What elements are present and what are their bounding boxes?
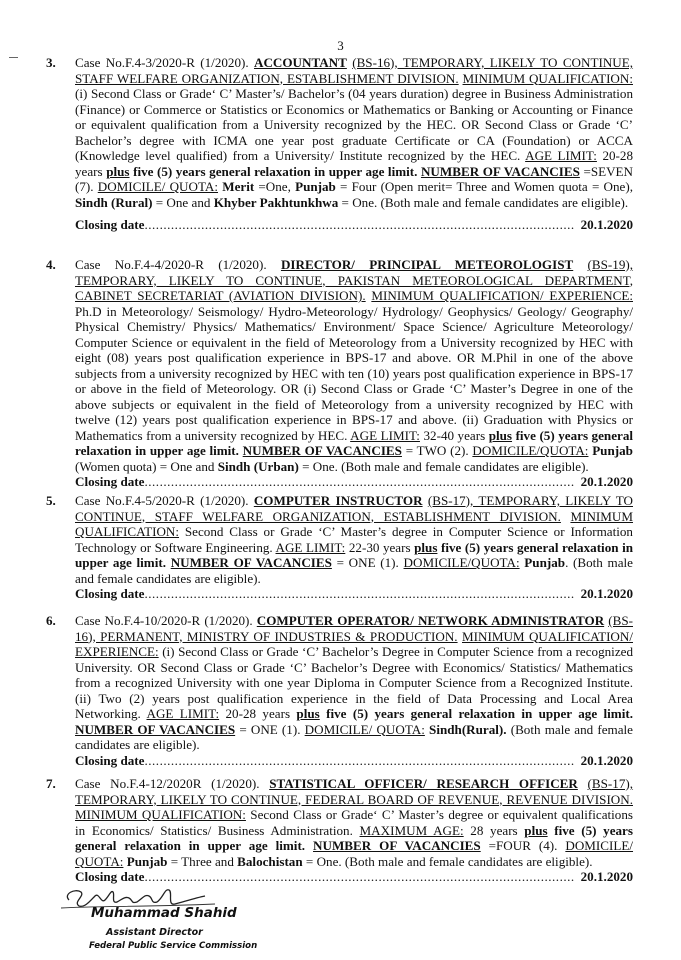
- qualification-text: Second Class or Grade ‘C’ Master’s degree in Computer Science or Information Technology or Software Engineering.: [75, 524, 633, 555]
- quota-text: = Four (Open merit= Three and Women quota = One),: [335, 179, 633, 194]
- age-limit-label: MAXIMUM AGE:: [359, 822, 464, 838]
- case-entry: [75, 257, 633, 490]
- case-number: 7.: [46, 776, 56, 791]
- closing-date-row: [75, 217, 633, 233]
- domicile-quota-label: DOMICILE/ QUOTA:: [97, 179, 219, 194]
- case-entry: [75, 55, 633, 233]
- leader-dots: [144, 586, 574, 602]
- age-limit-value: 22-30 years: [348, 539, 411, 555]
- case-reference: Case No.F.4-12/2020R (1/2020).: [75, 776, 260, 791]
- case-entry: [75, 613, 633, 768]
- qualification-text: Ph.D in Meteorology/ Seismology/ Hydro-Meteorology/ Hydrology/ Geophysics/ Geology/ Geography/ Physical Chemistry/ Physics/ Mathematics/ Environment/ Space Science/ Agriculture Meteorology/ Computer Science or equivalent in the field of Meteorology from a University recognized by HEC with eight (08) years post qualification experience in BPS-17 and above. OR M.Phil in one of the above subjects from a university recognized by HEC with ten (10) years post qualification experience in BPS-17 or above in the field of Meteorology. OR (i) Second Class or Grade ‘C’ Master’s Degree in one of the above subjects or equivalent in the field of Meteorology from a university recognized by HEC with twelve (12) years post qualification experience in BPS-17 and above. (ii) Graduation with Physics or Mathematics from a university recognized by HEC.: [75, 303, 633, 443]
- closing-date-label: Closing date: [75, 217, 145, 232]
- quota-region: Punjab: [295, 179, 336, 194]
- post-details: (BS-16), PERMANENT, MINISTRY OF INDUSTRIES & PRODUCTION.: [75, 613, 633, 644]
- quota-region: Sindh(Rural).: [429, 721, 507, 737]
- case-reference: Case No.F.4-3/2020-R (1/2020).: [75, 55, 249, 70]
- case-number: 6.: [46, 613, 56, 628]
- case-number: 3.: [46, 55, 56, 70]
- age-limit-label: AGE LIMIT:: [525, 148, 597, 163]
- post-title: STATISTICAL OFFICER/ RESEARCH OFFICER: [269, 776, 578, 791]
- closing-date-row: [75, 753, 633, 769]
- age-limit-label: AGE LIMIT:: [275, 539, 346, 555]
- vacancies-label: NUMBER OF VACANCIES: [75, 721, 236, 737]
- closing-date-value: 20.1.2020: [580, 586, 633, 601]
- quota-region: Balochistan: [237, 853, 303, 869]
- quota-region: Sindh (Rural): [75, 194, 153, 210]
- case-body: [75, 776, 633, 869]
- case-body: [75, 257, 633, 474]
- vacancies-value: = TWO (2).: [405, 443, 469, 458]
- case-number: 5.: [46, 493, 56, 508]
- vacancies-value: = ONE (1).: [336, 555, 399, 570]
- relaxation-text: five (5) years general relaxation in upper age limit.: [75, 822, 633, 853]
- age-limit-value: 28 years: [470, 822, 518, 838]
- age-limit-value: 20-28 years: [75, 148, 633, 179]
- domicile-quota-label: DOMICILE/QUOTA:: [403, 555, 520, 570]
- vacancies-value: =SEVEN (7).: [75, 163, 634, 194]
- signer-name: Muhammad Shahid: [91, 905, 237, 921]
- quota-text: =One,: [254, 179, 296, 194]
- vacancies-value: = ONE (1).: [239, 721, 301, 737]
- signer-organization: Federal Public Service Commission: [89, 941, 258, 951]
- quota-region: Punjab: [592, 443, 633, 458]
- closing-date-value: 20.1.2020: [580, 474, 633, 489]
- case-body: [75, 493, 633, 586]
- signer-title: Assistant Director: [106, 927, 203, 938]
- quota-text: (Women quota) = One and: [75, 458, 218, 474]
- closing-date-label: Closing date: [75, 586, 145, 601]
- domicile-quota-label: DOMICILE/QUOTA:: [472, 443, 589, 458]
- quota-text: (Both male and female candidates are eligible).: [75, 721, 633, 752]
- case-body: [75, 613, 633, 753]
- age-limit-value: 32-40 years: [423, 427, 486, 443]
- case-body: [75, 55, 633, 210]
- quota-text: = One. (Both male and female candidates are eligible).: [302, 853, 593, 869]
- relaxation-plus: plus: [488, 427, 513, 443]
- qualification-label: MINIMUM QUALIFICATION/ EXPERIENCE:: [371, 288, 633, 303]
- case-entry: [75, 493, 633, 602]
- post-title: DIRECTOR/ PRINCIPAL METEOROLOGIST: [280, 257, 574, 272]
- post-details: (BS-19), TEMPORARY, LIKELY TO CONTINUE, PAKISTAN METEOROLOGICAL DEPARTMENT, CABINET SECRETARIAT (AVIATION DIVISION).: [75, 257, 634, 303]
- case-reference: Case No.F.4-5/2020-R (1/2020).: [75, 493, 249, 508]
- domicile-quota-label: DOMICILE/ QUOTA:: [75, 838, 634, 869]
- relaxation-text: five (5) years general relaxation in upper age limit.: [133, 163, 418, 179]
- closing-date-row: [75, 474, 633, 490]
- qualification-label: MINIMUM QUALIFICATION:: [462, 70, 633, 86]
- relaxation-text: five (5) years general relaxation in upper age limit.: [75, 427, 634, 458]
- quota-text: = One. (Both male and female candidates are eligible).: [298, 458, 589, 474]
- case-reference: Case No.F.4-4/2020-R (1/2020).: [75, 257, 267, 272]
- qualification-text: (i) Second Class or Grade ‘C’ Bachelor’s Degree in Computer Science from a recognized University. OR Second Class or Grade ‘C’ Bachelor’s Degree with Economics/ Statistics/ Mathematics from a recognized University with one year Diploma in Computer Science from a Recognized Institute. (ii) Two (2) years post qualification experience in the field of Data Processing and Local Area Networking.: [75, 644, 633, 721]
- relaxation-text: five (5) years general relaxation in upper age limit.: [326, 706, 633, 721]
- leader-dots: [144, 753, 574, 769]
- domicile-quota-label: DOMICILE/ QUOTA:: [304, 721, 425, 737]
- closing-date-value: 20.1.2020: [580, 869, 633, 884]
- closing-date-value: 20.1.2020: [580, 752, 633, 768]
- quota-text: = One. (Both male and female candidates are eligible).: [338, 194, 629, 210]
- quota-region: Sindh (Urban): [217, 458, 299, 474]
- relaxation-plus: plus: [414, 539, 438, 555]
- leader-dots: [144, 474, 574, 490]
- closing-date-label: Closing date: [75, 869, 145, 884]
- age-limit-label: AGE LIMIT:: [350, 427, 420, 443]
- vacancies-value: =FOUR (4).: [488, 838, 558, 853]
- post-title: COMPUTER OPERATOR/ NETWORK ADMINISTRATOR: [256, 613, 605, 628]
- vacancies-label: NUMBER OF VACANCIES: [242, 443, 402, 458]
- age-limit-value: 20-28 years: [225, 706, 291, 721]
- qualification-label: MINIMUM QUALIFICATION:: [75, 508, 633, 539]
- qualification-label: MINIMUM QUALIFICATION:: [75, 807, 246, 822]
- relaxation-text: five (5) years general relaxation in upper age limit.: [75, 539, 633, 570]
- closing-date-value: 20.1.2020: [580, 217, 633, 232]
- case-entry: [75, 776, 633, 885]
- quota-region: Punjab: [524, 555, 566, 570]
- closing-date-label: Closing date: [75, 752, 145, 768]
- relaxation-plus: plus: [106, 163, 130, 179]
- relaxation-plus: plus: [524, 822, 548, 838]
- leader-dots: [144, 217, 574, 233]
- case-number: 4.: [46, 257, 56, 272]
- vacancies-label: NUMBER OF VACANCIES: [313, 838, 481, 853]
- closing-date-label: Closing date: [75, 474, 145, 489]
- vacancies-label: NUMBER OF VACANCIES: [420, 163, 580, 179]
- closing-date-row: [75, 586, 633, 602]
- age-limit-label: AGE LIMIT:: [146, 706, 220, 721]
- post-title: COMPUTER INSTRUCTOR: [253, 493, 423, 508]
- page-number: 3: [337, 38, 344, 53]
- margin-mark: [9, 57, 18, 58]
- quota-text: . (Both male and female candidates are eligible).: [75, 555, 633, 586]
- vacancies-label: NUMBER OF VACANCIES: [170, 555, 332, 570]
- post-title: ACCOUNTANT: [253, 55, 347, 70]
- relaxation-plus: plus: [296, 706, 320, 721]
- quota-text: = Three and: [167, 853, 238, 869]
- qualification-label: MINIMUM QUALIFICATION/ EXPERIENCE:: [75, 628, 633, 659]
- quota-region: Merit: [222, 179, 255, 194]
- quota-region: Punjab: [126, 853, 168, 869]
- qualification-text: (i) Second Class or Grade‘ C’ Master’s/ Bachelor’s (04 years duration) degree in Business Administration (Finance) or Commerce or Statistics or Economics or Mathematics or Banking or Accounting or Finance or equivalent qualification from a University recognized by the HEC. OR Second Class or Grade ‘C’ Bachelor’s degree with ICMA one year post graduate Certificate or CA (Foundation) or ACCA (Knowledge level qualified) from a University/ Institute recognized by the HEC.: [75, 86, 633, 163]
- qualification-text: Second Class or Grade‘ C’ Master’s degree or equivalent qualifications in Economics/ Statistics/ Business Administration.: [75, 807, 633, 838]
- post-details: (BS-17), TEMPORARY, LIKELY TO CONTINUE, FEDERAL BOARD OF REVENUE, REVENUE DIVISION.: [75, 776, 634, 807]
- post-details: (BS-17), TEMPORARY, LIKELY TO CONTINUE, STAFF WELFARE ORGANIZATION, ESTABLISHMENT DIVISION.: [75, 493, 633, 524]
- quota-text: = One and: [152, 194, 214, 210]
- quota-region: Khyber Pakhtunkhwa: [213, 194, 339, 210]
- case-reference: Case No.F.4-10/2020-R (1/2020).: [75, 613, 253, 628]
- post-details: (BS-16), TEMPORARY, LIKELY TO CONTINUE, STAFF WELFARE ORGANIZATION, ESTABLISHMENT DIVISION.: [75, 55, 634, 86]
